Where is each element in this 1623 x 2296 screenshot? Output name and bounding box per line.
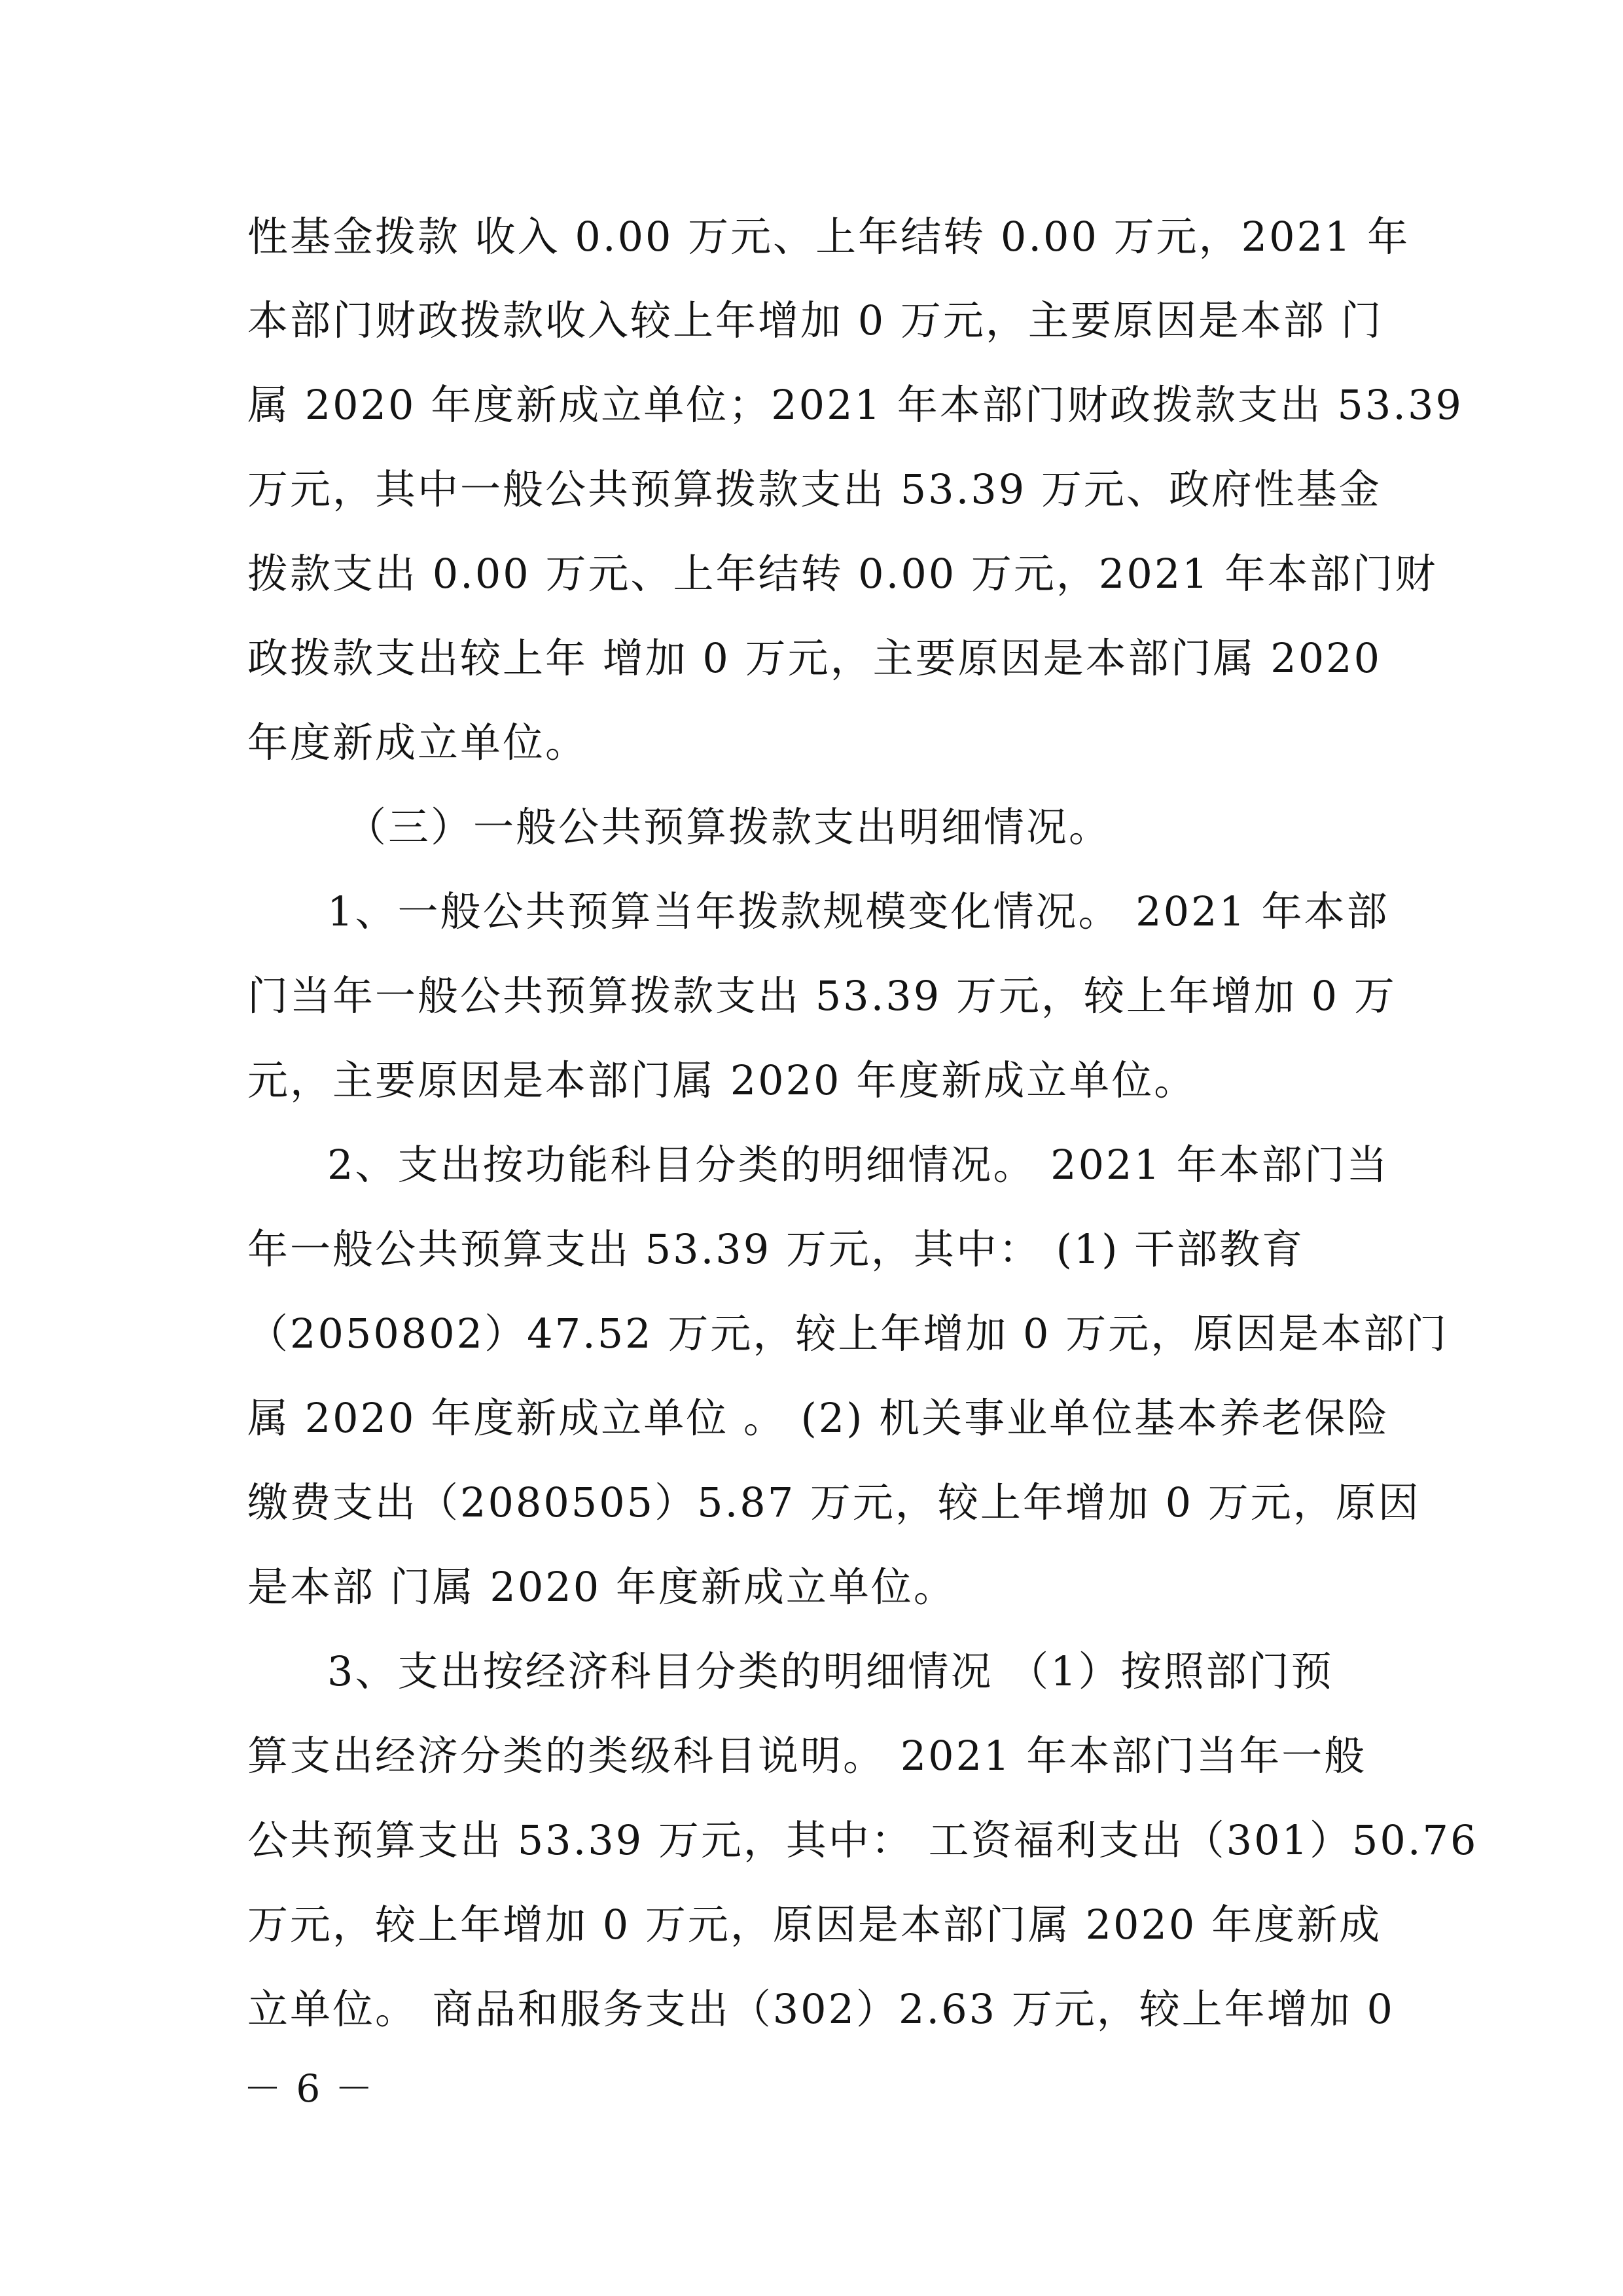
page-number: － 6 － xyxy=(243,2066,374,2111)
text-line: 万元，其中一般公共预算拨款支出 53.39 万元、政府性基金 xyxy=(247,465,1382,513)
text-line: 元，主要原因是本部门属 2020 年度新成立单位。 xyxy=(247,1056,1197,1104)
text-line: 本部门财政拨款收入较上年增加 0 万元，主要原因是本部 门 xyxy=(247,296,1383,344)
text-line: 缴费支出（2080505）5.87 万元，较上年增加 0 万元，原因 xyxy=(247,1479,1421,1526)
text-line: 政拨款支出较上年 增加 0 万元，主要原因是本部门属 2020 xyxy=(247,634,1382,682)
text-line: 立单位。 商品和服务支出（302）2.63 万元，较上年增加 0 xyxy=(247,1985,1395,2033)
text-line: 1、一般公共预算当年拨款规模变化情况。 2021 年本部 xyxy=(327,888,1389,935)
text-line: 算支出经济分类的类级科目说明。 2021 年本部门当年一般 xyxy=(247,1732,1367,1780)
text-line: 门当年一般公共预算拨款支出 53.39 万元，较上年增加 0 万 xyxy=(247,972,1397,1020)
section-heading: （三）一般公共预算拨款支出明细情况。 xyxy=(346,803,1112,851)
text-line: 2、支出按功能科目分类的明细情况。 2021 年本部门当 xyxy=(327,1141,1389,1189)
text-line: 性基金拨款 收入 0.00 万元、上年结转 0.00 万元，2021 年 xyxy=(247,213,1410,260)
text-line: 公共预算支出 53.39 万元，其中： 工资福利支出（301）50.76 xyxy=(247,1816,1478,1864)
text-line: 3、支出按经济科目分类的明细情况 （1）按照部门预 xyxy=(327,1647,1334,1695)
text-line: 属 2020 年度新成立单位 。 (2) 机关事业单位基本养老保险 xyxy=(247,1394,1390,1442)
text-line: 万元，较上年增加 0 万元，原因是本部门属 2020 年度新成 xyxy=(247,1901,1382,1948)
text-line: 年度新成立单位。 xyxy=(247,719,588,766)
text-line: 拨款支出 0.00 万元、上年结转 0.00 万元，2021 年本部门财 xyxy=(247,550,1438,598)
text-line: （2050802）47.52 万元，较上年增加 0 万元，原因是本部门 xyxy=(247,1310,1449,1357)
text-line: 属 2020 年度新成立单位；2021 年本部门财政拨款支出 53.39 xyxy=(247,381,1463,429)
text-line: 年一般公共预算支出 53.39 万元，其中： (1) 干部教育 xyxy=(247,1225,1305,1273)
text-line: 是本部 门属 2020 年度新成立单位。 xyxy=(247,1563,956,1611)
